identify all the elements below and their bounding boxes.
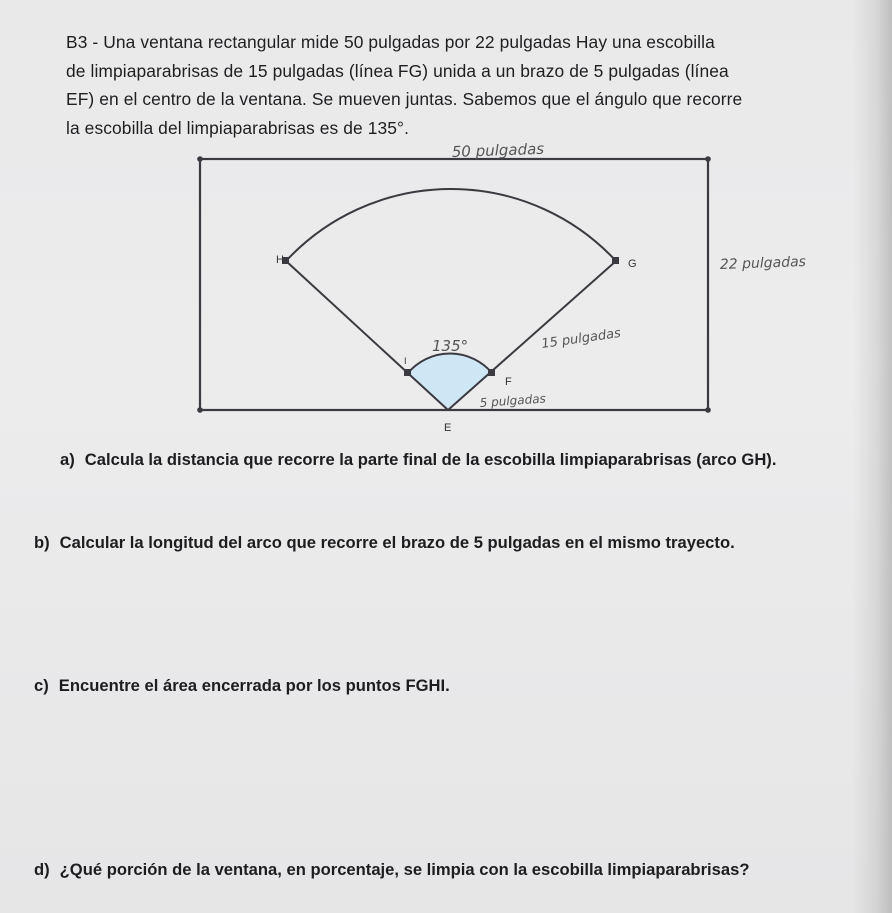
window-diagram — [180, 135, 807, 440]
question-b — [34, 533, 735, 553]
question-c-letter: c) — [34, 676, 49, 695]
corner-dot-tl — [197, 156, 203, 162]
width-label: 50 pulgadas — [451, 139, 545, 161]
height-label: 22 pulgadas — [719, 254, 807, 273]
question-d — [34, 860, 749, 880]
problem-line-2: de limpiaparabrisas de 15 pulgadas (línea FG) unida a un brazo de 5 pulgadas (línea — [66, 60, 729, 81]
angle-label: 135° — [432, 337, 469, 355]
point-g-marker — [612, 257, 619, 264]
question-a-letter: a) — [60, 450, 75, 469]
problem-line-1: B3 - Una ventana rectangular mide 50 pulgadas por 22 pulgadas Hay una escobilla — [66, 32, 715, 52]
point-i-marker — [404, 369, 411, 376]
corner-dot-bl — [197, 407, 203, 413]
problem-statement — [66, 28, 866, 142]
point-f-label: F — [505, 376, 512, 388]
point-f-marker — [488, 369, 495, 376]
point-h-label: H — [276, 254, 284, 266]
problem-line-3: EF) en el centro de la ventana. Se mueven juntas. Sabemos que el ángulo que recorre — [66, 89, 743, 109]
arc-gh — [286, 189, 616, 261]
question-d-text: ¿Qué porción de la ventana, en porcentaje, se limpia con la escobilla limpiaparabrisas? — [59, 860, 750, 879]
question-b-letter: b) — [34, 533, 50, 552]
wiper-length-label: 15 pulgadas — [540, 325, 622, 352]
question-c-text: Encuentre el área encerrada por los puntos FGHI. — [58, 676, 450, 695]
point-g-label: G — [628, 258, 637, 270]
question-a — [60, 450, 776, 470]
question-d-letter: d) — [34, 860, 50, 879]
problem-line-4: la escobilla del limpiaparabrisas es de 135°. — [66, 117, 410, 138]
line-e-h — [286, 261, 448, 410]
arm-length-label: 5 pulgadas — [479, 391, 547, 410]
corner-dot-tr — [705, 156, 711, 162]
corner-dot-br — [705, 407, 711, 413]
point-i-label: I — [404, 356, 407, 366]
question-a-text: Calcula la distancia que recorre la parte final de la escobilla limpiaparabrisas (arco GH). — [84, 450, 777, 469]
diagram-svg — [180, 135, 807, 440]
question-c — [34, 676, 450, 696]
question-b-text: Calcular la longitud del arco que recorre el brazo de 5 pulgadas en el mismo trayecto. — [59, 533, 735, 552]
point-e-label: E — [444, 422, 452, 434]
